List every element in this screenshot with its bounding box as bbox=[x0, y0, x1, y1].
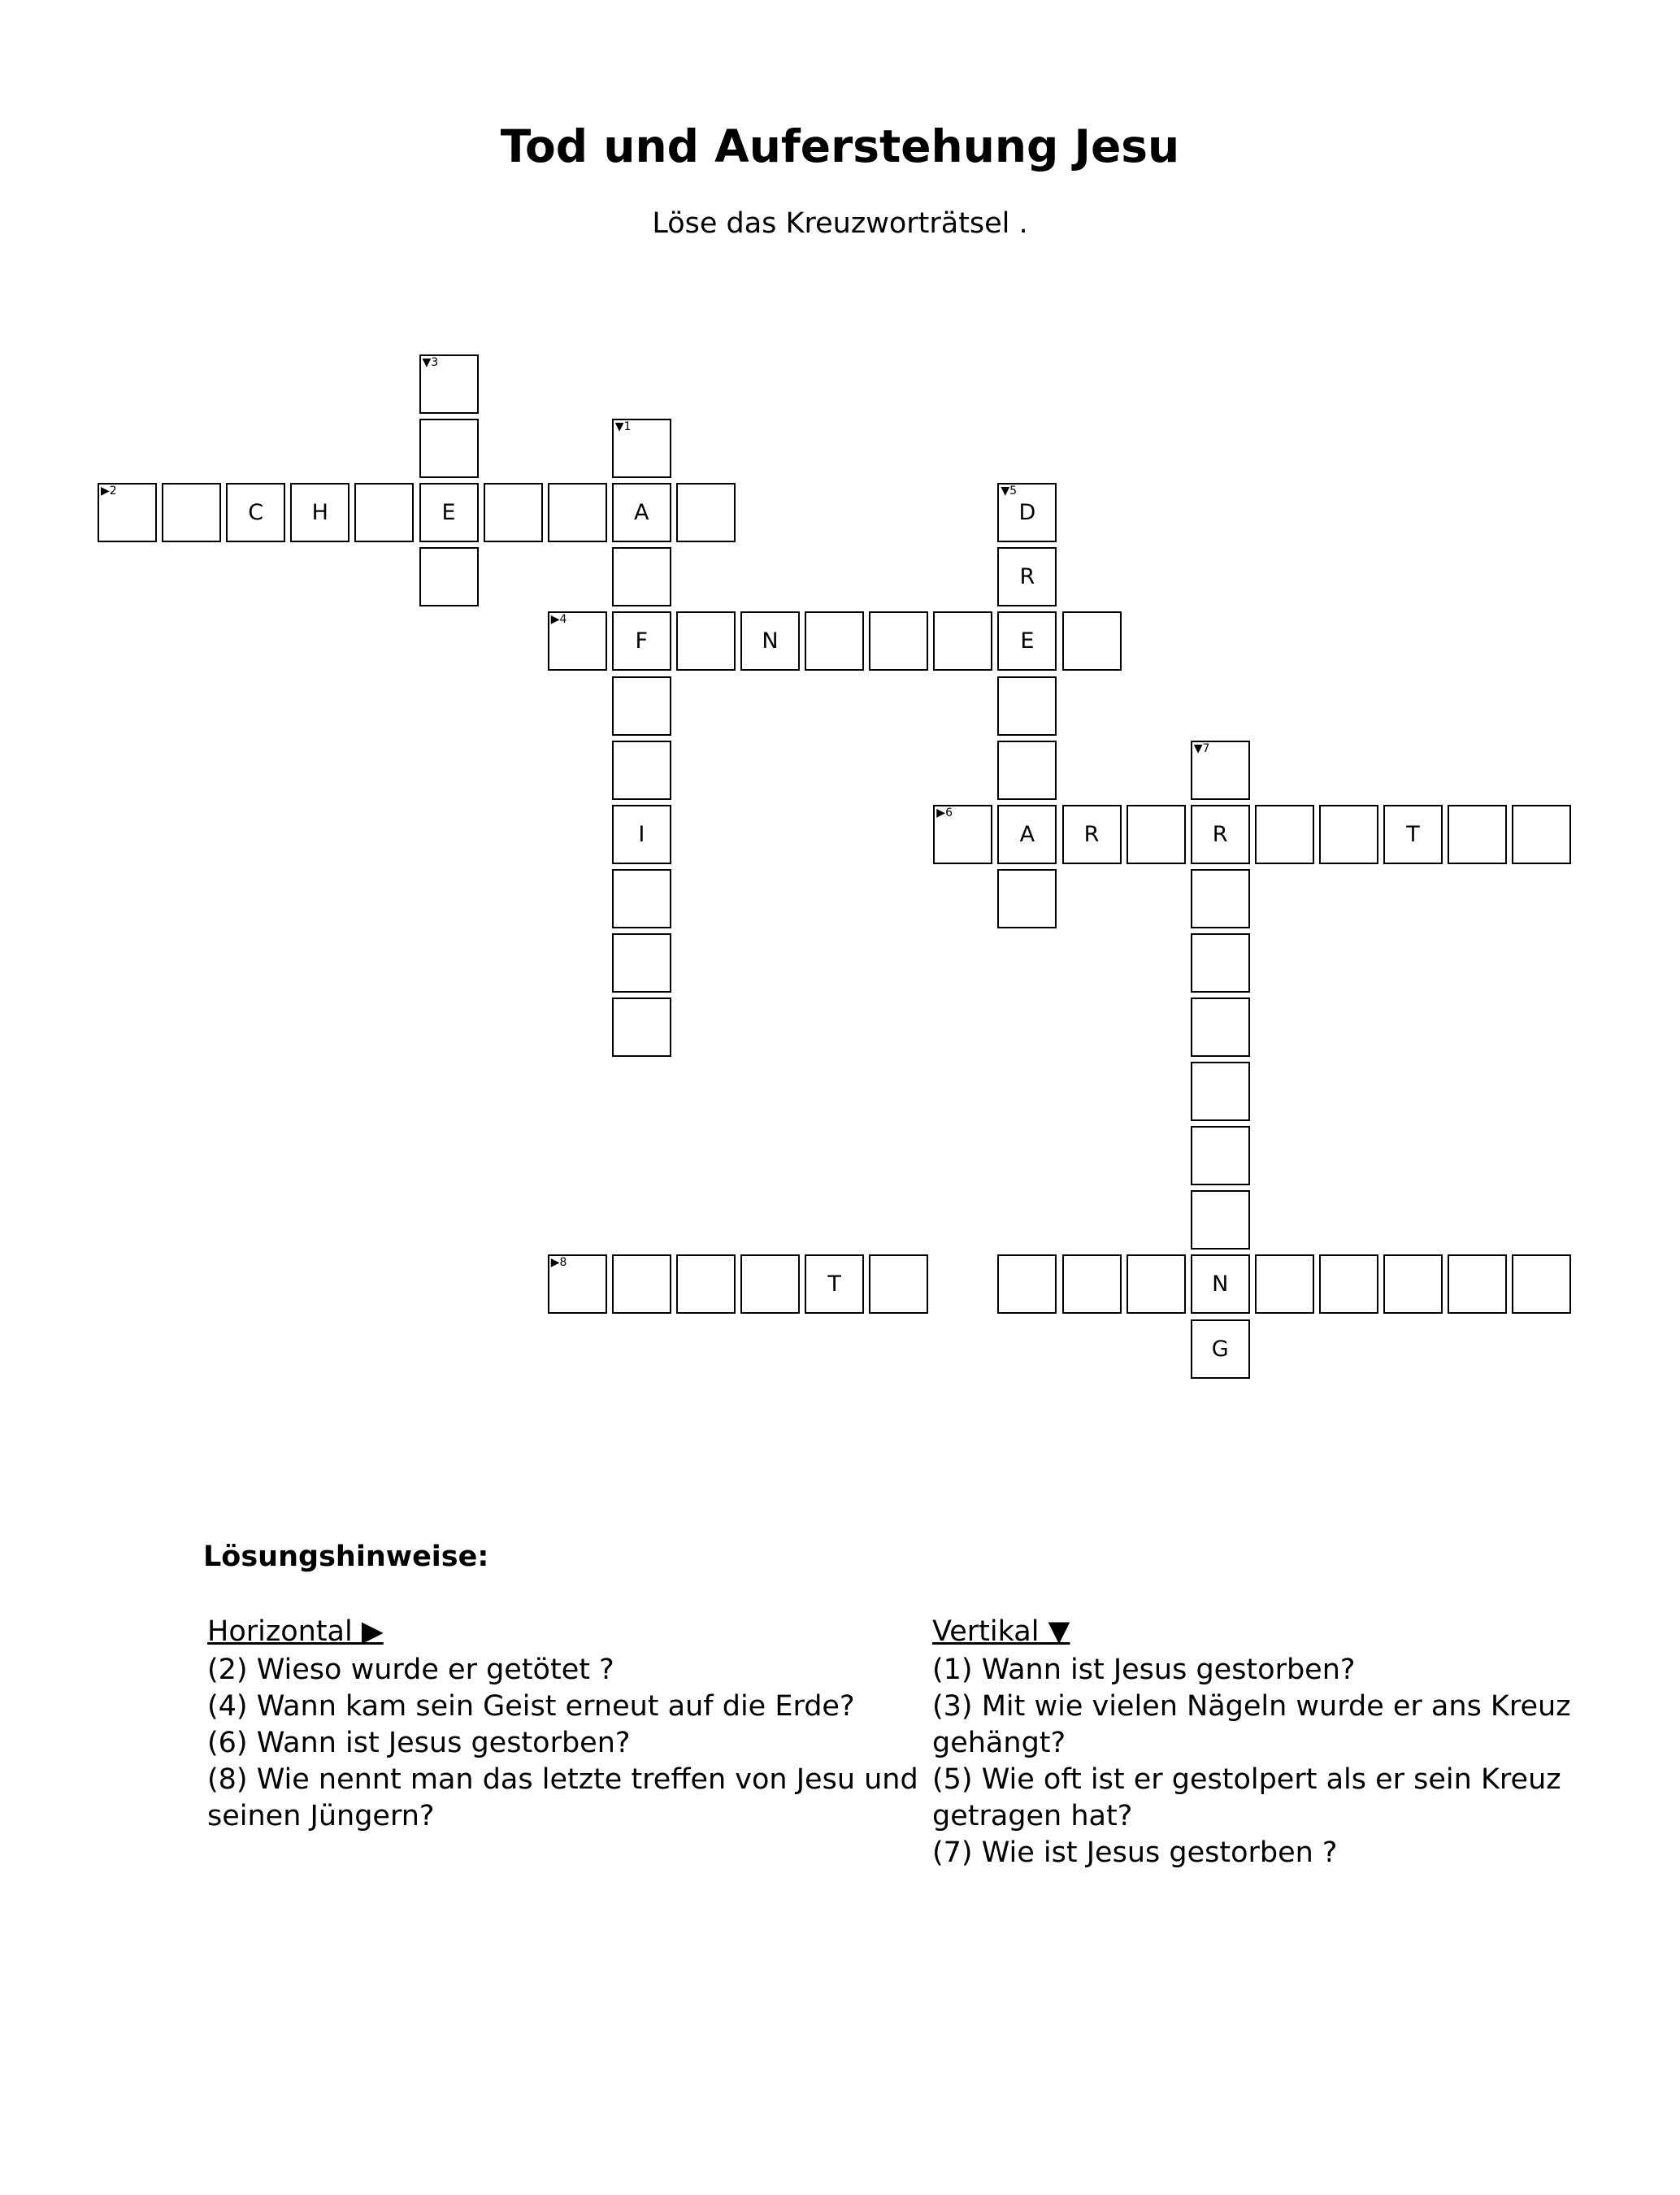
crossword-cell[interactable] bbox=[805, 1254, 864, 1314]
cell-letter bbox=[999, 1256, 1055, 1312]
cell-letter bbox=[614, 549, 670, 605]
cell-letter bbox=[935, 806, 991, 863]
crossword-cell[interactable] bbox=[612, 1254, 671, 1314]
clue-v-1: (1) Wann ist Jesus gestorben? bbox=[932, 1654, 1356, 1686]
crossword-cell[interactable] bbox=[1191, 933, 1250, 993]
clue-number-marker: ▶4 bbox=[550, 613, 567, 627]
cell-letter bbox=[1321, 806, 1377, 863]
crossword-cell[interactable] bbox=[226, 483, 285, 542]
cell-letter bbox=[614, 742, 670, 798]
hints-heading: Lösungshinweise: bbox=[203, 1541, 489, 1573]
crossword-cell[interactable] bbox=[1191, 998, 1250, 1057]
cell-letter bbox=[870, 613, 927, 669]
cell-letter bbox=[742, 1256, 798, 1312]
crossword-cell[interactable] bbox=[1319, 805, 1378, 864]
clue-h-8: (8) Wie nennt man das letzte treffen von Jesu und seinen Jüngern? bbox=[207, 1763, 918, 1832]
cell-letter bbox=[1192, 1192, 1248, 1248]
cell-letter bbox=[163, 485, 219, 541]
crossword-cell[interactable] bbox=[869, 611, 928, 671]
crossword-cell[interactable] bbox=[612, 547, 671, 606]
clue-number-marker: ▼3 bbox=[422, 356, 439, 369]
crossword-cell[interactable] bbox=[98, 483, 157, 542]
cell-letter bbox=[678, 613, 734, 669]
cell-letter bbox=[614, 871, 670, 927]
cell-letter bbox=[485, 485, 541, 541]
cell-letter: T bbox=[1406, 821, 1420, 847]
clue-number-marker: ▼7 bbox=[1193, 741, 1210, 755]
crossword-cell[interactable] bbox=[484, 483, 543, 542]
cell-letter bbox=[935, 613, 991, 669]
cell-letter bbox=[421, 356, 477, 412]
cell-letter bbox=[1128, 1256, 1184, 1312]
clue-h-4: (4) Wann kam sein Geist erneut auf die Erde? bbox=[207, 1690, 855, 1723]
cell-letter bbox=[1513, 806, 1569, 863]
clue-v-7: (7) Wie ist Jesus gestorben ? bbox=[932, 1836, 1338, 1869]
clue-h-6: (6) Wann ist Jesus gestorben? bbox=[207, 1727, 631, 1759]
clue-v-5: (5) Wie oft ist er gestolpert als er sein Kreuz getragen hat? bbox=[932, 1763, 1561, 1832]
cell-letter bbox=[614, 1256, 670, 1312]
cell-letter: R bbox=[1212, 821, 1228, 847]
crossword-cell[interactable] bbox=[612, 611, 671, 671]
crossword-cell[interactable] bbox=[805, 611, 864, 671]
horizontal-heading: Horizontal ▶ bbox=[207, 1615, 384, 1648]
cell-letter: E bbox=[1020, 628, 1035, 654]
cell-letter bbox=[999, 871, 1055, 927]
cell-letter bbox=[1192, 871, 1248, 927]
crossword-cell[interactable] bbox=[1255, 1254, 1314, 1314]
cell-letter: R bbox=[1083, 821, 1100, 847]
crossword-cell[interactable] bbox=[419, 483, 479, 542]
cell-letter bbox=[1257, 806, 1313, 863]
crossword-cell[interactable] bbox=[933, 611, 992, 671]
crossword-cell[interactable] bbox=[1191, 1126, 1250, 1185]
crossword-cell[interactable] bbox=[997, 805, 1057, 864]
cell-letter: N bbox=[1212, 1271, 1229, 1297]
crossword-cell[interactable] bbox=[676, 1254, 736, 1314]
crossword-cell[interactable] bbox=[997, 547, 1057, 606]
crossword-cell[interactable] bbox=[1191, 741, 1250, 800]
crossword-cell[interactable] bbox=[740, 1254, 800, 1314]
cell-letter bbox=[614, 999, 670, 1055]
cell-letter bbox=[1064, 1256, 1120, 1312]
cell-letter bbox=[421, 549, 477, 605]
crossword-cell[interactable] bbox=[1191, 805, 1250, 864]
crossword-cell[interactable] bbox=[290, 483, 349, 542]
cell-letter bbox=[1192, 1128, 1248, 1184]
crossword-cell[interactable] bbox=[612, 676, 671, 736]
crossword-cell[interactable] bbox=[997, 483, 1057, 542]
cell-letter bbox=[1449, 1256, 1505, 1312]
crossword-cell[interactable] bbox=[1191, 869, 1250, 928]
cell-letter: A bbox=[1019, 821, 1035, 847]
crossword-cell[interactable] bbox=[1383, 1254, 1443, 1314]
crossword-cell[interactable] bbox=[1255, 805, 1314, 864]
crossword-cell[interactable] bbox=[1191, 1062, 1250, 1121]
vertical-clues bbox=[932, 1614, 1582, 1871]
clue-number-marker: ▼1 bbox=[614, 420, 632, 434]
clue-number-marker: ▼5 bbox=[1001, 485, 1018, 498]
crossword-cell[interactable] bbox=[997, 869, 1057, 928]
cell-letter bbox=[1449, 806, 1505, 863]
crossword-cell[interactable] bbox=[740, 611, 800, 671]
cell-letter bbox=[1385, 1256, 1441, 1312]
crossword-cell[interactable] bbox=[612, 933, 671, 993]
crossword-cell[interactable] bbox=[419, 547, 479, 606]
horizontal-clues bbox=[207, 1614, 922, 1835]
cell-letter bbox=[99, 485, 155, 541]
vertical-heading: Vertikal ▼ bbox=[932, 1615, 1070, 1648]
crossword-cell[interactable] bbox=[612, 741, 671, 800]
crossword-cell[interactable] bbox=[1191, 1254, 1250, 1314]
cell-letter bbox=[614, 678, 670, 734]
cell-letter bbox=[678, 485, 734, 541]
cell-letter: T bbox=[827, 1271, 841, 1297]
cell-letter bbox=[1192, 999, 1248, 1055]
page-subtitle: Löse das Kreuzworträtsel . bbox=[652, 207, 1028, 240]
cell-letter bbox=[1513, 1256, 1569, 1312]
cell-letter: C bbox=[248, 500, 264, 526]
crossword-cell[interactable] bbox=[612, 998, 671, 1057]
cell-letter bbox=[1192, 935, 1248, 991]
cell-letter bbox=[356, 485, 412, 541]
crossword-cell[interactable] bbox=[1127, 1254, 1186, 1314]
cell-letter bbox=[1064, 613, 1120, 669]
cell-letter bbox=[678, 1256, 734, 1312]
crossword-cell[interactable] bbox=[354, 483, 414, 542]
crossword-cell[interactable] bbox=[1448, 805, 1507, 864]
crossword-cell[interactable] bbox=[1512, 1254, 1571, 1314]
cell-letter bbox=[1192, 742, 1248, 798]
cell-letter: D bbox=[1018, 500, 1036, 526]
crossword-cell[interactable] bbox=[548, 483, 607, 542]
clue-v-3: (3) Mit wie vielen Nägeln wurde er ans Kreuz gehängt? bbox=[932, 1690, 1571, 1759]
crossword-cell[interactable] bbox=[997, 676, 1057, 736]
crossword-cell[interactable] bbox=[1383, 805, 1443, 864]
crossword-cell[interactable] bbox=[548, 611, 607, 671]
cell-letter bbox=[421, 420, 477, 476]
crossword-cell[interactable] bbox=[676, 611, 736, 671]
crossword-cell[interactable] bbox=[1448, 1254, 1507, 1314]
crossword-cell[interactable] bbox=[1191, 1190, 1250, 1250]
crossword-cell[interactable] bbox=[419, 354, 479, 414]
crossword-cell[interactable] bbox=[548, 1254, 607, 1314]
clue-number-marker: ▶2 bbox=[101, 485, 117, 498]
page-title: Tod und Auferstehung Jesu bbox=[500, 120, 1180, 172]
cell-letter: N bbox=[762, 628, 779, 654]
crossword-cell[interactable] bbox=[162, 483, 221, 542]
crossword-cell[interactable] bbox=[612, 869, 671, 928]
crossword-cell[interactable] bbox=[997, 611, 1057, 671]
cell-letter bbox=[1257, 1256, 1313, 1312]
crossword-cell[interactable] bbox=[612, 419, 671, 478]
cell-letter: F bbox=[635, 628, 649, 654]
cell-letter: G bbox=[1211, 1336, 1229, 1362]
cell-letter bbox=[1128, 806, 1184, 863]
cell-letter bbox=[999, 742, 1055, 798]
cell-letter bbox=[806, 613, 862, 669]
cell-letter: R bbox=[1019, 564, 1035, 590]
cell-letter bbox=[870, 1256, 927, 1312]
clue-number-marker: ▶6 bbox=[936, 806, 953, 819]
cell-letter bbox=[614, 935, 670, 991]
crossword-cell[interactable] bbox=[612, 483, 671, 542]
cell-letter bbox=[549, 613, 606, 669]
crossword-cell[interactable] bbox=[1062, 1254, 1122, 1314]
crossword-cell[interactable] bbox=[997, 1254, 1057, 1314]
cell-letter: A bbox=[634, 500, 649, 526]
crossword-cell[interactable] bbox=[997, 741, 1057, 800]
crossword-cell[interactable] bbox=[869, 1254, 928, 1314]
cell-letter bbox=[1321, 1256, 1377, 1312]
cell-letter bbox=[1192, 1063, 1248, 1119]
cell-letter bbox=[549, 485, 606, 541]
crossword-cell[interactable] bbox=[1512, 805, 1571, 864]
crossword-cell[interactable] bbox=[419, 419, 479, 478]
cell-letter: E bbox=[441, 500, 456, 526]
crossword-cell[interactable] bbox=[933, 805, 992, 864]
crossword-cell[interactable] bbox=[676, 483, 736, 542]
crossword-cell[interactable] bbox=[1191, 1319, 1250, 1379]
crossword-cell[interactable] bbox=[1062, 611, 1122, 671]
cell-letter bbox=[614, 420, 670, 476]
clue-h-2: (2) Wieso wurde er getötet ? bbox=[207, 1654, 614, 1686]
clue-number-marker: ▶8 bbox=[550, 1256, 567, 1270]
crossword-cell[interactable] bbox=[612, 805, 671, 864]
cell-letter bbox=[549, 1256, 606, 1312]
crossword-cell[interactable] bbox=[1062, 805, 1122, 864]
crossword-cell[interactable] bbox=[1127, 805, 1186, 864]
cell-letter: H bbox=[311, 500, 328, 526]
cell-letter bbox=[999, 678, 1055, 734]
crossword-cell[interactable] bbox=[1319, 1254, 1378, 1314]
cell-letter: I bbox=[638, 821, 645, 847]
